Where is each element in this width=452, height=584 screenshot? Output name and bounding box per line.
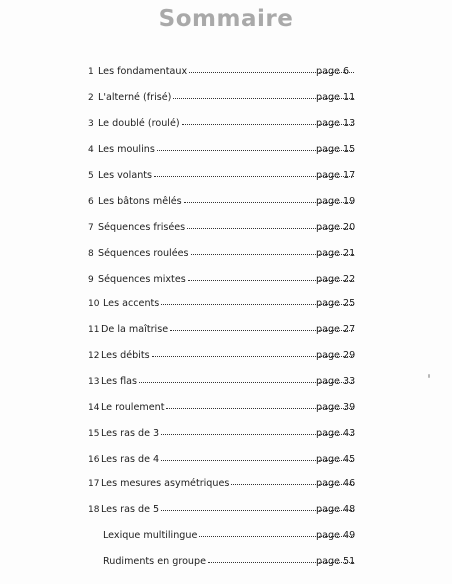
toc-entry-label: Les volants [98, 170, 153, 181]
toc-entry-label: Les débits [101, 350, 150, 361]
toc-entry-number: 11 [88, 325, 100, 335]
toc-entry-label: Lexique multilingue [103, 530, 198, 541]
toc-entry-label: De la maîtrise [101, 324, 169, 335]
toc-page-ref: page 15 [316, 144, 356, 155]
toc-page-ref: page 49 [316, 530, 356, 541]
toc-entry-number: 5 [88, 171, 94, 181]
toc-page-ref: page 48 [316, 504, 356, 515]
toc-entry-label: Le doublé (roulé) [98, 118, 180, 129]
toc-page-ref: page 51 [316, 556, 356, 567]
toc-row [0, 272, 452, 288]
toc-row [0, 116, 452, 132]
toc-entry-number: 17 [88, 479, 100, 489]
toc-page-ref: page 45 [316, 454, 356, 465]
toc-entry-number: 4 [88, 145, 94, 155]
toc-entry-number: 18 [88, 505, 100, 515]
toc-page-ref: page 17 [316, 170, 356, 181]
toc-entry-label: Les fondamentaux [98, 66, 188, 77]
toc-row [0, 476, 452, 492]
toc-entry-number: 16 [88, 455, 100, 465]
toc-page-ref: page 11 [316, 92, 356, 103]
toc-entry-number: 10 [88, 299, 100, 309]
toc-row [0, 246, 452, 262]
toc-entry-label: L'alterné (frisé) [98, 92, 172, 103]
toc-entry-number: 9 [88, 275, 94, 285]
toc-entry-number: 2 [88, 93, 94, 103]
toc-row [0, 296, 452, 312]
toc-page-ref: page 25 [316, 298, 356, 309]
toc-row [0, 502, 452, 518]
toc-entry-label: Le roulement [101, 402, 165, 413]
toc-page-ref: page 27 [316, 324, 356, 335]
toc-row [0, 452, 452, 468]
toc-entry-number: 12 [88, 351, 100, 361]
toc-entry-label: Les ras de 5 [101, 504, 160, 515]
toc-page-ref: page 21 [316, 248, 356, 259]
toc-row [0, 400, 452, 416]
toc-row [0, 142, 452, 158]
page-title: Sommaire [158, 6, 294, 32]
scan-speck [428, 374, 430, 378]
toc-entry-label: Rudiments en groupe [103, 556, 207, 567]
toc-entry-label: Séquences roulées [98, 248, 189, 259]
toc-page-ref: page 43 [316, 428, 356, 439]
toc-entry-label: Séquences frisées [98, 222, 186, 233]
toc-row [0, 322, 452, 338]
toc-row [0, 90, 452, 106]
toc-row [0, 374, 452, 390]
toc-entry-number: 1 [88, 67, 94, 77]
toc-page-ref: page 29 [316, 350, 356, 361]
toc-entry-number: 7 [88, 223, 94, 233]
toc-entry-label: Les flas [101, 376, 138, 387]
toc-entry-number: 13 [88, 377, 100, 387]
toc-entry-label: Les moulins [98, 144, 155, 155]
toc-page-ref: page 13 [316, 118, 356, 129]
toc-page-ref: page 22 [316, 274, 356, 285]
toc-page-ref: page 20 [316, 222, 356, 233]
toc-entry-label: Les ras de 4 [101, 454, 160, 465]
toc-row [0, 220, 452, 236]
toc-row [0, 194, 452, 210]
toc-page-ref: page 46 [316, 478, 356, 489]
toc-row [0, 64, 452, 80]
toc-row [0, 528, 452, 544]
toc-row [0, 168, 452, 184]
toc-entry-number: 3 [88, 119, 94, 129]
toc-page-ref: page 33 [316, 376, 356, 387]
toc-row [0, 348, 452, 364]
toc-entry-number: 14 [88, 403, 100, 413]
toc-entry-label: Les bâtons mêlés [98, 196, 182, 207]
toc-entry-label: Les ras de 3 [101, 428, 160, 439]
toc-entry-label: Les mesures asymétriques [101, 478, 230, 489]
toc-page-ref: page 6 [316, 66, 350, 77]
toc-row [0, 426, 452, 442]
toc-entry-label: Les accents [103, 298, 160, 309]
toc-page-ref: page 19 [316, 196, 356, 207]
toc-entry-label: Séquences mixtes [98, 274, 186, 285]
toc-entry-number: 6 [88, 197, 94, 207]
toc-entry-number: 15 [88, 429, 100, 439]
toc-row [0, 554, 452, 570]
toc-page-ref: page 39 [316, 402, 356, 413]
toc-entry-number: 8 [88, 249, 94, 259]
